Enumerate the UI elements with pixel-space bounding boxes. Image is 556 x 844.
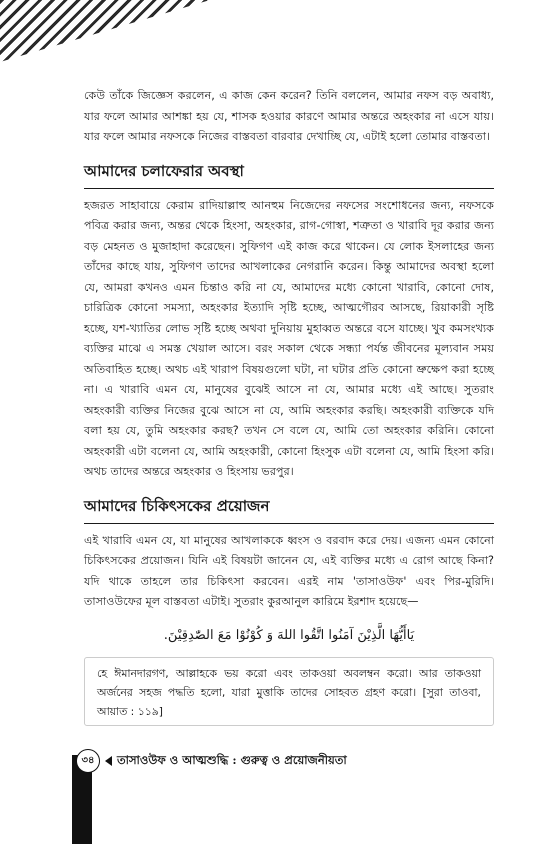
triangle-left-icon: [105, 756, 112, 766]
decorative-stripes: [0, 0, 210, 62]
section-body-conduct: হজরত সাহাবায়ে কেরাম রাদিয়াল্লাহু আনহুম নিজেদের নফসের সংশোধনের জন্য, নফসকে পবিত্র করার জন্য, অন্তর থেকে হিংসা, অহংকার, রাগ-গোস্বা, শত্রুতা ও খারাবি দূর করার জন্য বড় মেহনত ও মুজাহাদা করেছেন। সুফিগণ এই কাজ করে থাকেন। যে লোক ইসলাহের জন্য তাঁদের কাছে যায়, সুফিগণ তাদের আখলাকের নেগরানি করেন। কিন্তু আমাদের অবস্থা হলো যে, আমরা কখনও এমন চিন্তাও করি না যে, আমাদের মধ্যে কোনো খারাবি, কোনো দোষ, চারিত্রিক কোনো সমস্যা, অহংকার ইত্যাদি সৃষ্টি হচ্ছে, আত্মগৌরব আসছে, রিয়াকারী সৃষ্টি হচ্ছে, যশ-খ্যাতির লোভ সৃষ্টি হচ্ছে অথবা দুনিয়ায় মুহাব্বত অন্তরে বসে যাচ্ছে। খুব কমসংখ্যক ব্যক্তির মাঝে এ সমস্ত খেয়াল আসে। বরং সকাল থেকে সন্ধ্যা পর্যন্ত জীবনের মূল্যবান সময় অতিবাহিত হচ্ছে। অথচ এই খারাপ বিষয়গুলো ঘটা, না ঘটার প্রতি কোনো ভ্রুক্ষেপ করা হচ্ছে না। এ খারাবি এমন যে, মানুষের বুঝেই আসে না যে, আমার মধ্যে এই আছে। সুতরাং অহংকারী ব্যক্তির নিজের বুঝে আসে না যে, আমি অহংকার করছি। অহংকারী ব্যক্তিকে যদি বলা হয় যে, তুমি অহংকার করছ? তখন সে বলে যে, আমি তো অহংকার করিনি। কোনো অহংকারী এটা বলেনা যে, আমি অহংকারী, কোনো হিংসুক এটা বলেনা যে, আমি হিংসা করি। অথচ তাদের অন্তরে অহংকার ও হিংসায় ভরপুর।: [84, 198, 494, 478]
page-number: ৩৪: [76, 749, 100, 773]
page-footer: [76, 749, 347, 773]
section-heading-conduct: আমাদের চলাফেরার অবস্থা: [84, 160, 494, 189]
section-body-physician: এই খারাবি এমন যে, যা মানুষের আখলাককে ধ্বংস ও বরবাদ করে দেয়। এজন্য এমন কোনো চিকিৎসকের প্রয়োজন। যিনি এই বিষয়টা জানেন যে, এই ব্যক্তির মধ্যে এ রোগ আছে কিনা? যদি থাকে তাহলে তার চিকিৎসা করবেন। এরই নাম 'তাসাওউফ' এবং পির-মুরিদি। তাসাওউফের মূল বাস্তবতা এটাই। সুতরাং কুরআনুল কারিমে ইরশাদ হয়েছে—: [84, 533, 494, 608]
page-content: [84, 86, 494, 726]
book-title: তাসাওউফ ও আত্মশুদ্ধি : গুরুত্ব ও প্রয়োজনীয়তা: [117, 752, 347, 767]
translation-box: [84, 657, 494, 726]
arabic-verse: يَاأَيُّهَا الَّذِيْنَ آمَنُوا اتَّقُوا اللهَ وَ كُوْنُوْا مَعَ الصّٰدِقِيْنَ.: [163, 627, 415, 643]
intro-paragraph: কেউ তাঁকে জিজ্ঞেস করলেন, এ কাজ কেন করেন? তিনি বললেন, আমার নফস বড় অবাধ্য, যার ফলে আমার আশঙ্কা হয় যে, শাসক হওয়ার কারণে আমার অন্তরে অহংকার না এসে যায়। যার ফলে আমার নফসকে নিজের বাস্তবতা বারবার দেখাচ্ছি যে, এটাই হলো তোমার বাস্তবতা।: [84, 89, 494, 143]
verse-translation: হে ঈমানদারগণ, আল্লাহকে ভয় করো এবং তাকওয়া অবলম্বন করো। আর তাকওয়া অর্জনের সহজ পদ্ধতি হলো, যারা মুত্তাকি তাদের সোহবত গ্রহণ করো। [সুরা তাওবা, আয়াত : ১১৯]: [97, 666, 481, 718]
section-heading-physician: আমাদের চিকিৎসকের প্রয়োজন: [84, 495, 494, 524]
